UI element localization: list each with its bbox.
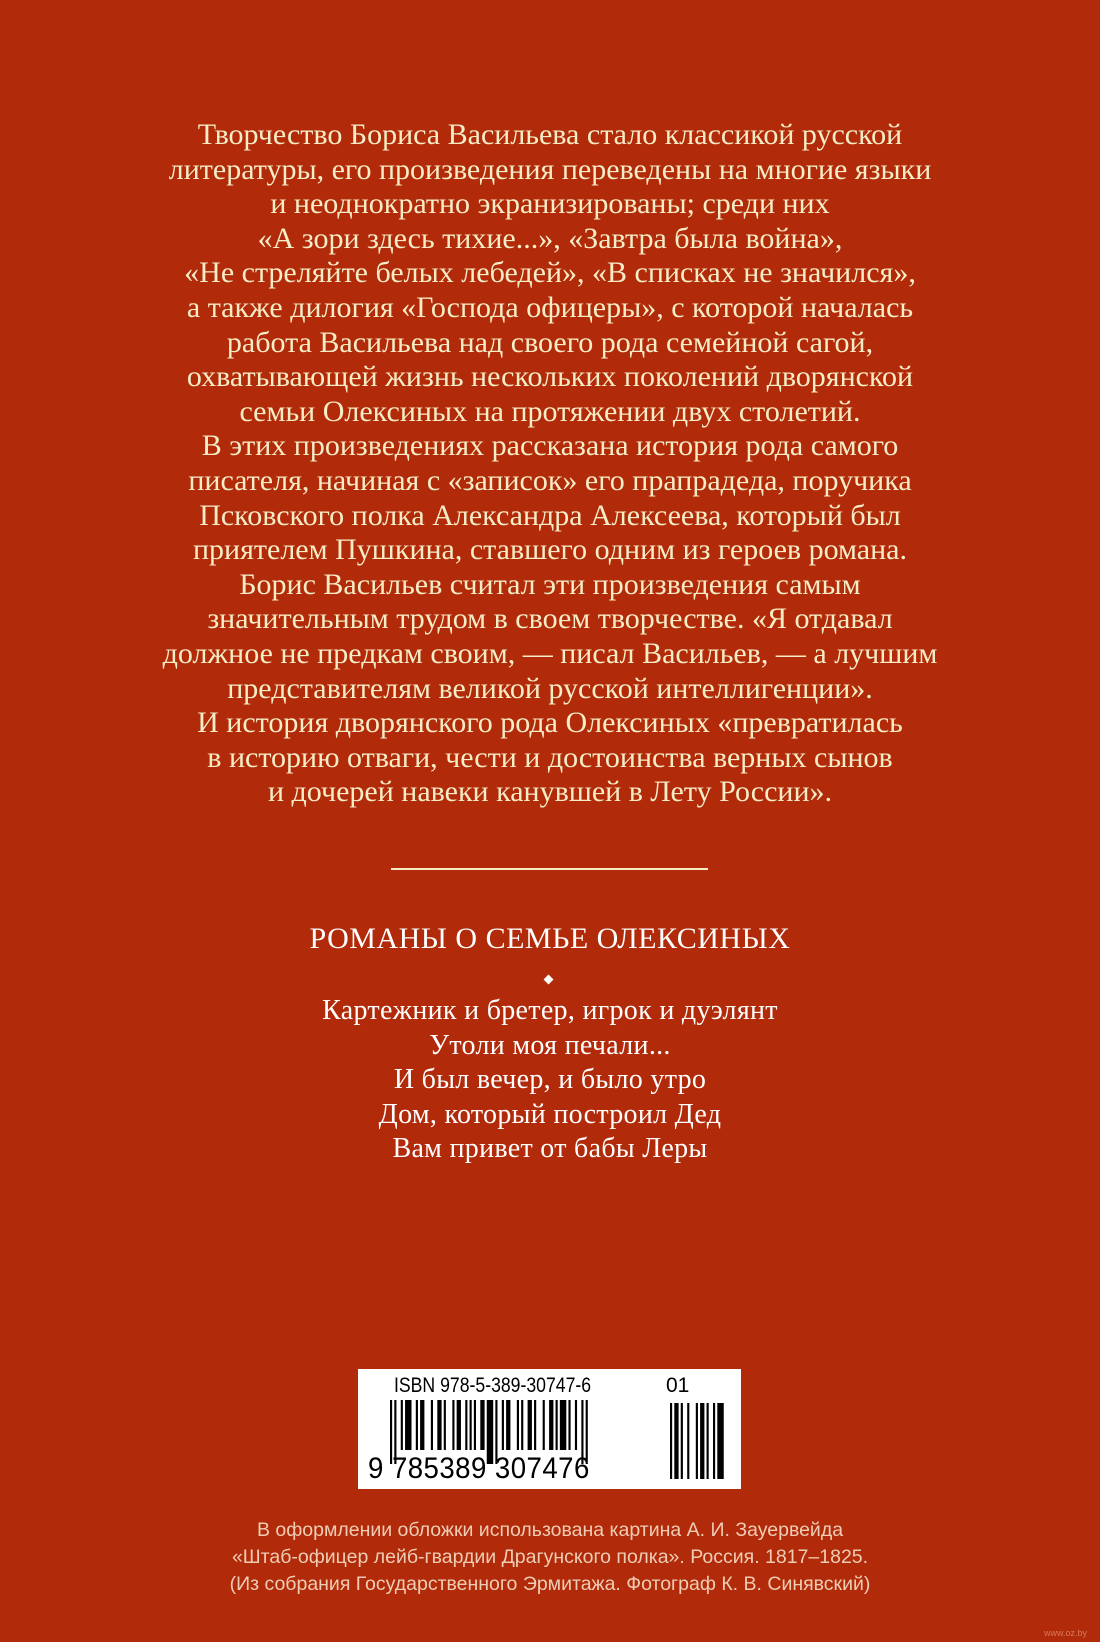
annotation-line: В этих произведениях рассказана история рода самого xyxy=(201,429,899,463)
annotation-line: Творчество Бориса Васильева стало классикой русской xyxy=(197,118,903,151)
annotation-line: «Не стреляйте белых лебедей», «В списках не значился», xyxy=(184,256,916,290)
annotation-line: семьи Олексиных на протяжении двух столетий. xyxy=(239,394,861,428)
annotation-line: Борис Васильев считал эти произведения самым xyxy=(239,567,861,601)
annotation-line: значительным трудом в своем творчестве. «Я отдавал xyxy=(207,602,893,636)
annotation-line: «А зори здесь тихие...», «Завтра была война», xyxy=(257,221,843,255)
credits-line: «Штаб-офицер лейб-гвардии Драгунского полка». Россия. 1817–1825. xyxy=(231,1546,869,1568)
annotation-line: представителям великой русской интеллигенции». xyxy=(227,671,873,705)
annotation-line: литературы, его произведения переведены на многие языки xyxy=(168,152,932,186)
annotation-line: приятелем Пушкина, ставшего одним из героев романа. xyxy=(193,533,907,567)
annotation-line: и неоднократно экранизированы; среди них xyxy=(270,187,830,221)
isbn-barcode xyxy=(358,1369,741,1489)
book-title: Дом, который построил Дед xyxy=(378,1098,722,1130)
series-title: РОМАНЫ О СЕМЬЕ ОЛЕКСИНЫХ xyxy=(309,922,791,955)
annotation-line: должное не предкам своим, — писал Васильев, — а лучшим xyxy=(162,636,938,670)
annotation-line: охватывающей жизнь нескольких поколений дворянской xyxy=(186,360,914,394)
diamond-ornament-icon xyxy=(544,975,554,985)
barcode-addon-label: 01 xyxy=(666,1374,690,1397)
credits-line: В оформлении обложки использована картина А. И. Зауервейда xyxy=(256,1519,844,1541)
section-divider xyxy=(391,868,708,870)
series-book-list xyxy=(0,994,1100,1167)
annotation-line: Псковского полка Александра Алексеева, который был xyxy=(199,498,901,532)
book-title: Вам привет от бабы Леры xyxy=(392,1133,708,1164)
book-title: И был вечер, и было утро xyxy=(393,1064,707,1095)
annotation-line: работа Васильева над своего рода семейной сагой, xyxy=(226,325,874,359)
annotation-line: а также дилогия «Господа офицеры», с которой началась xyxy=(186,290,914,324)
annotation-line: и дочерей навеки канувшей в Лету России». xyxy=(267,775,832,809)
barcode-digits: 9 785389 307476 xyxy=(368,1452,590,1485)
isbn-label: ISBN 978-5-389-30747-6 xyxy=(394,1374,592,1397)
book-title: Картежник и бретер, игрок и дуэлянт xyxy=(322,995,778,1026)
book-title: Утоли моя печали... xyxy=(429,1029,671,1061)
annotation-line: писателя, начиная с «записок» его прапрадеда, поручика xyxy=(188,463,912,497)
credits-line: (Из собрания Государственного Эрмитажа. Фотограф К. В. Синявский) xyxy=(229,1573,871,1595)
site-watermark: www.oz.by xyxy=(1044,1628,1088,1638)
cover-credits xyxy=(0,1517,1100,1598)
annotation-line: И история дворянского рода Олексиных «превратилась xyxy=(197,706,903,740)
annotation-line: в историю отваги, чести и достоинства верных сынов xyxy=(207,740,893,774)
annotation-text xyxy=(60,118,1040,810)
